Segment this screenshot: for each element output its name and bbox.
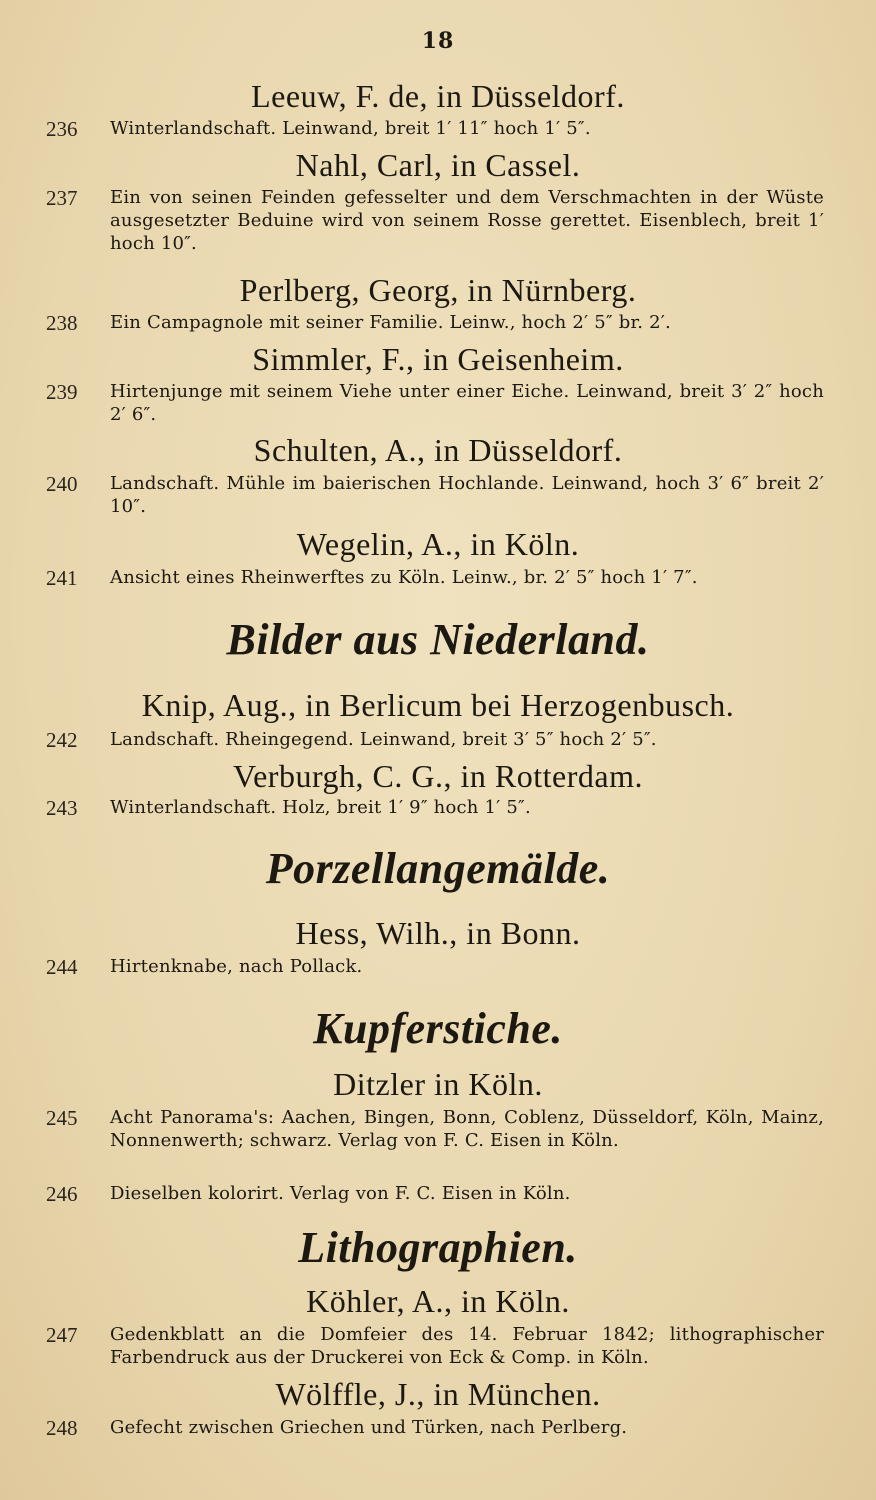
entry-number: 239 <box>46 380 78 404</box>
artist-heading: Simmler, F., in Geisenheim. <box>252 341 624 377</box>
entry-number: 240 <box>46 472 78 496</box>
section-heading: Bilder aus Niederland. <box>226 615 650 664</box>
artist-heading: Knip, Aug., in Berlicum bei Herzogenbusch. <box>141 687 735 723</box>
entry-text: Ansicht eines Rheinwerftes zu Köln. Leinw., br. 2′ 5″ hoch 1′ 7″. <box>110 567 698 588</box>
artist-heading: Wölffle, J., in München. <box>275 1376 601 1412</box>
artist-heading: Köhler, A., in Köln. <box>306 1283 570 1319</box>
entry-text: Acht Panorama's: Aachen, Bingen, Bonn, Coblenz, Düsseldorf, Köln, Mainz, Nonnenwerth; schwarz. Verlag von F. C. Eisen in Köln. <box>110 1107 824 1151</box>
artist-heading: Hess, Wilh., in Bonn. <box>295 915 581 951</box>
entry-text: Landschaft. Rheingegend. Leinwand, breit 3′ 5″ hoch 2′ 5″. <box>110 729 657 750</box>
entry-number: 238 <box>46 311 78 335</box>
artist-heading: Perlberg, Georg, in Nürnberg. <box>239 272 637 308</box>
section-heading: Porzellangemälde. <box>265 844 611 893</box>
artist-heading: Leeuw, F. de, in Düsseldorf. <box>251 78 625 114</box>
entry-number: 237 <box>46 186 78 210</box>
entry-text: Dieselben kolorirt. Verlag von F. C. Eisen in Köln. <box>110 1183 571 1204</box>
entry-number: 246 <box>46 1182 78 1206</box>
entry-number: 241 <box>46 566 78 590</box>
entry-text: Winterlandschaft. Leinwand, breit 1′ 11″ hoch 1′ 5″. <box>110 118 591 139</box>
section-heading: Kupferstiche. <box>313 1004 563 1053</box>
artist-heading: Verburgh, C. G., in Rotterdam. <box>233 758 643 794</box>
section-heading: Lithographien. <box>298 1223 578 1272</box>
entry-number: 248 <box>46 1416 78 1440</box>
entry-number: 236 <box>46 117 78 141</box>
page-number: 18 <box>421 28 455 54</box>
artist-heading: Nahl, Carl, in Cassel. <box>295 147 581 183</box>
entry-text: Ein von seinen Feinden gefesselter und dem Verschmachten in der Wüste ausgesetzter Beduine wird von seinem Rosse gerettet. Eisenblech, breit 1′ hoch 10″. <box>110 187 824 254</box>
entry-number: 244 <box>46 955 78 979</box>
entry-text: Gefecht zwischen Griechen und Türken, nach Perlberg. <box>110 1417 628 1438</box>
artist-heading: Wegelin, A., in Köln. <box>296 526 580 562</box>
entry-text: Winterlandschaft. Holz, breit 1′ 9″ hoch 1′ 5″. <box>110 797 531 818</box>
entry-text: Hirtenjunge mit seinem Viehe unter einer Eiche. Leinwand, breit 3′ 2″ hoch 2′ 6″. <box>110 381 824 425</box>
entry-number: 245 <box>46 1106 78 1130</box>
artist-heading: Ditzler in Köln. <box>333 1066 543 1102</box>
entry-number: 247 <box>46 1323 78 1347</box>
entry-number: 243 <box>46 796 78 820</box>
entry-text: Ein Campagnole mit seiner Familie. Leinw., hoch 2′ 5″ br. 2′. <box>110 312 671 333</box>
artist-heading: Schulten, A., in Düsseldorf. <box>253 432 623 468</box>
entry-number: 242 <box>46 728 78 752</box>
entry-text: Hirtenknabe, nach Pollack. <box>110 956 363 977</box>
entry-text: Landschaft. Mühle im baierischen Hochlande. Leinwand, hoch 3′ 6″ breit 2′ 10″. <box>110 473 824 517</box>
entry-text: Gedenkblatt an die Domfeier des 14. Februar 1842; lithographischer Farbendruck aus der Druckerei von Eck & Comp. in Köln. <box>110 1324 824 1368</box>
